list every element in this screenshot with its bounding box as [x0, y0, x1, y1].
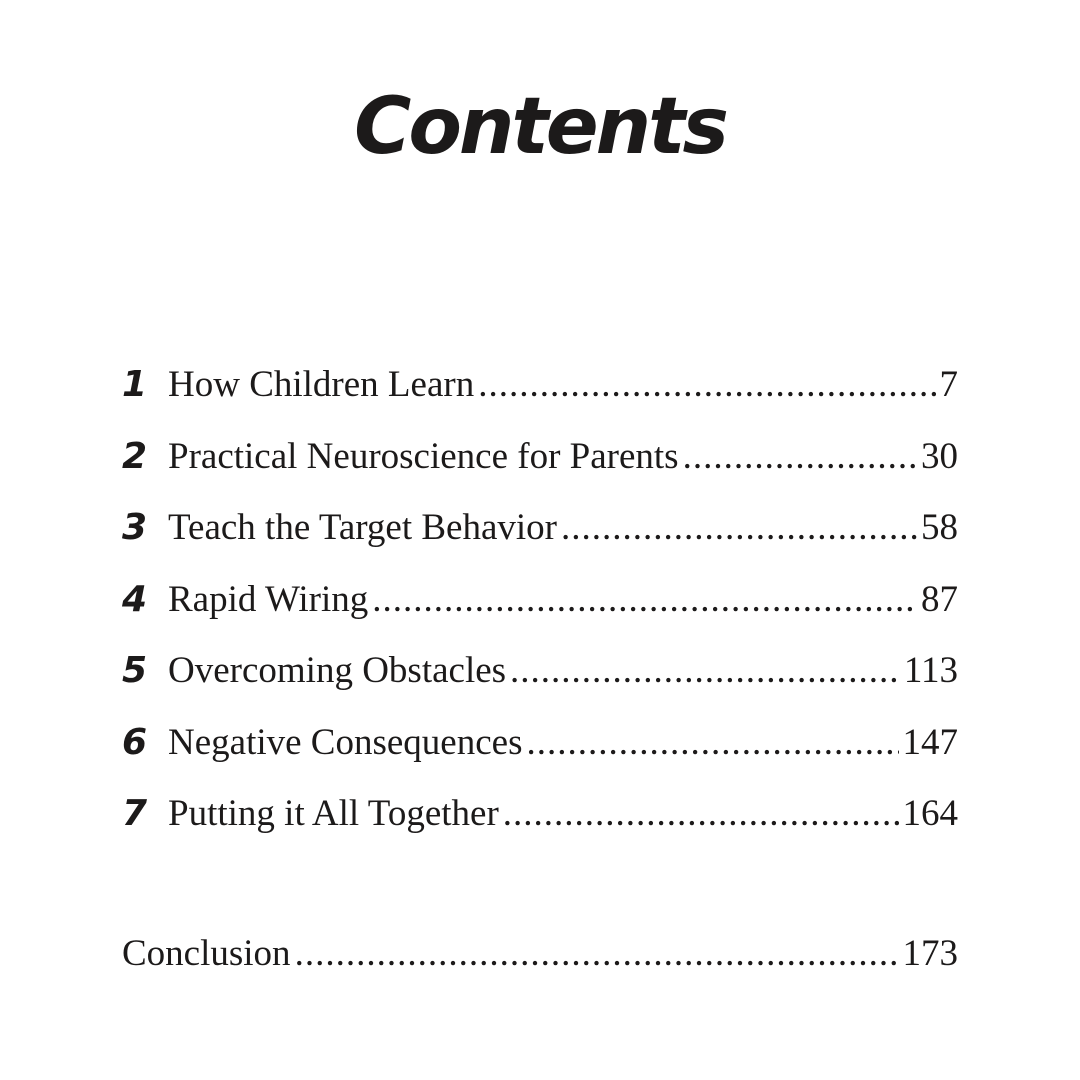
page-number: 113: [903, 650, 958, 691]
toc-entry-4[interactable]: [122, 578, 958, 653]
chapter-number: 5: [122, 650, 148, 691]
chapter-number: 7: [122, 793, 148, 834]
page-title: Contents: [354, 82, 726, 172]
chapter-title: Putting it All Together: [168, 793, 499, 834]
dot-leader: [503, 795, 899, 832]
page-number: 58: [921, 507, 958, 548]
dot-leader: [295, 935, 899, 972]
chapter-title: Teach the Target Behavior: [168, 507, 557, 548]
chapter-number: 4: [122, 578, 148, 620]
chapter-number: 3: [122, 507, 148, 548]
page-number: 147: [902, 721, 958, 763]
dot-leader: [372, 581, 917, 618]
dot-leader: [478, 366, 935, 403]
toc-entry-7[interactable]: [122, 795, 958, 867]
chapter-number: 6: [122, 721, 148, 763]
page-number: 87: [921, 578, 958, 620]
toc-entry-6[interactable]: [122, 721, 958, 796]
toc-conclusion: [122, 935, 958, 1007]
chapter-title: Rapid Wiring: [168, 578, 369, 620]
page-number: 173: [902, 933, 958, 974]
toc-entry-3[interactable]: [122, 509, 958, 581]
page-number: 30: [921, 435, 958, 477]
toc-entry-conclusion[interactable]: [122, 935, 958, 1007]
chapter-number: 2: [122, 435, 148, 477]
page-number: 7: [939, 364, 958, 405]
chapter-title: Practical Neuroscience for Parents: [168, 435, 679, 477]
chapter-title: How Children Learn: [168, 364, 475, 405]
page-number: 164: [902, 793, 958, 834]
toc-entry-5[interactable]: [122, 652, 958, 724]
toc-entry-2[interactable]: [122, 435, 958, 510]
chapter-number: 1: [122, 364, 148, 405]
conclusion-title: Conclusion: [122, 933, 291, 974]
dot-leader: [526, 724, 898, 761]
dot-leader: [561, 509, 917, 546]
chapter-title: Overcoming Obstacles: [168, 650, 507, 691]
chapter-title: Negative Consequences: [168, 721, 523, 763]
dot-leader: [683, 438, 917, 475]
toc-entry-1[interactable]: [122, 366, 958, 438]
dot-leader: [510, 652, 900, 689]
table-of-contents: [122, 366, 958, 867]
